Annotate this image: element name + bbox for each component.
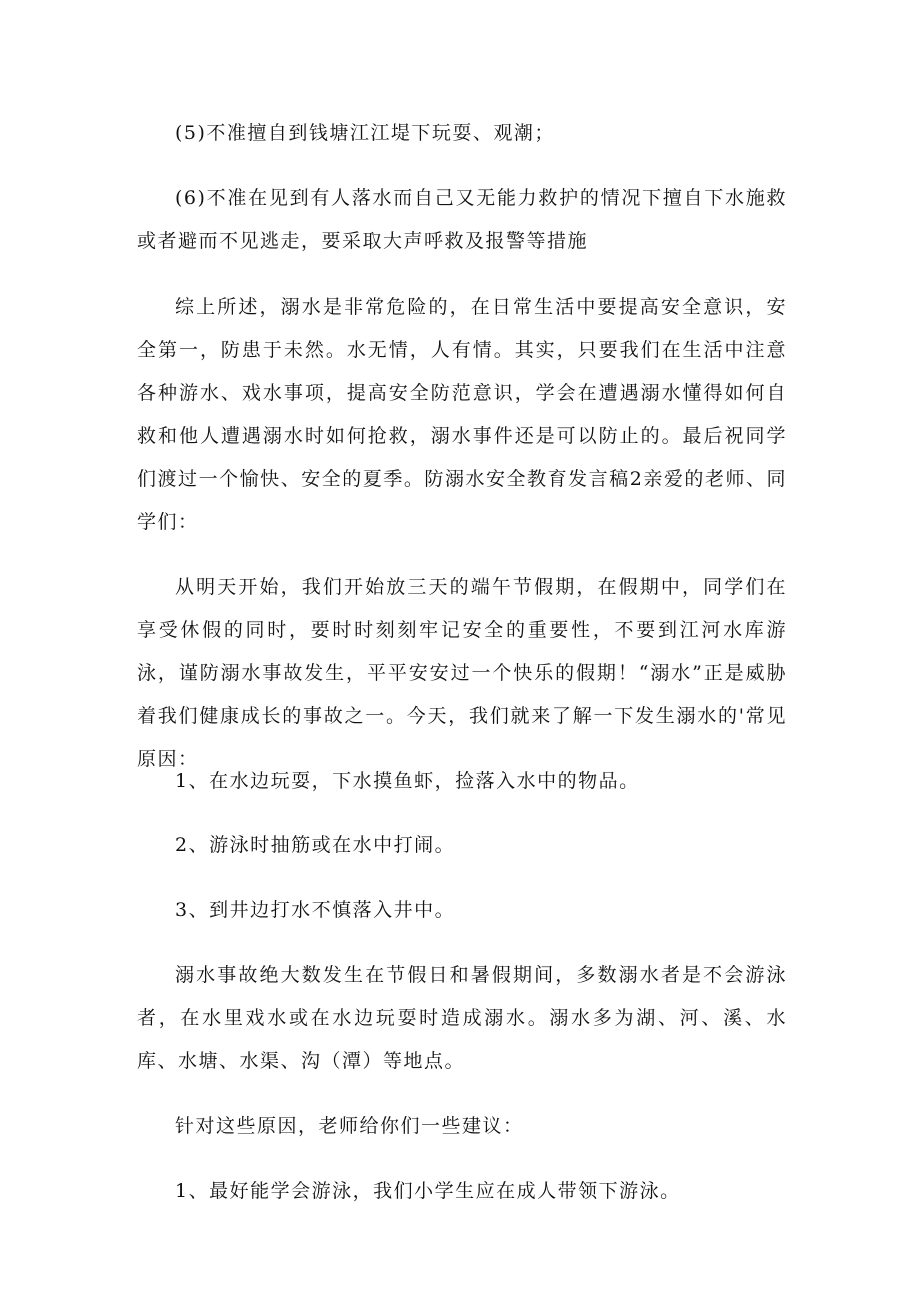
paragraph-rule-5: (5)不准擅自到钱塘江江堤下玩耍、观潮； bbox=[175, 122, 555, 144]
paragraph-advice-1: 1、最好能学会游泳，我们小学生应在成人带领下游泳。 bbox=[175, 1180, 681, 1202]
paragraph-cause-3: 3、到井边打水不慎落入井中。 bbox=[175, 899, 456, 921]
paragraph-cause-2: 2、游泳时抽筋或在水中打闹。 bbox=[175, 834, 456, 856]
paragraph-summary: 综上所述，溺水是非常危险的，在日常生活中要提高安全意识，安全第一，防患于未然。水无情，人有情。其实，只要我们在生活中注意各种游水、戏水事项，提高安全防范意识，学会在遭遇溺水懂得如何自救和他人遭遇溺水时如何抢救，溺水事件还是可以防止的。最后祝同学们渡过一个愉快、安全的夏季。防溺水安全教育发言稿2亲爱的老师、同学们： bbox=[137, 296, 787, 533]
paragraph-rule-6: (6)不准在见到有人落水而自己又无能力救护的情况下擅自下水施救或者避而不见逃走，要采取大声呼救及报警等措施 bbox=[137, 187, 787, 252]
paragraph-cause-1: 1、在水边玩耍，下水摸鱼虾，捡落入水中的物品。 bbox=[175, 770, 640, 792]
paragraph-advice-intro: 针对这些原因，老师给你们一些建议： bbox=[175, 1115, 524, 1137]
paragraph-accident-stats: 溺水事故绝大数发生在节假日和暑假期间，多数溺水者是不会游泳者，在水里戏水或在水边玩耍时造成溺水。溺水多为湖、河、溪、水库、水塘、水渠、沟（潭）等地点。 bbox=[137, 964, 787, 1072]
paragraph-holiday-intro: 从明天开始，我们开始放三天的端午节假期，在假期中，同学们在享受休假的同时，要时时刻刻牢记安全的重要性，不要到江河水库游泳，谨防溺水事故发生，平平安安过一个快乐的假期！“溺水”正是威胁着我们健康成长的事故之一。今天，我们就来了解一下发生溺水的'常见原因： bbox=[137, 576, 787, 770]
